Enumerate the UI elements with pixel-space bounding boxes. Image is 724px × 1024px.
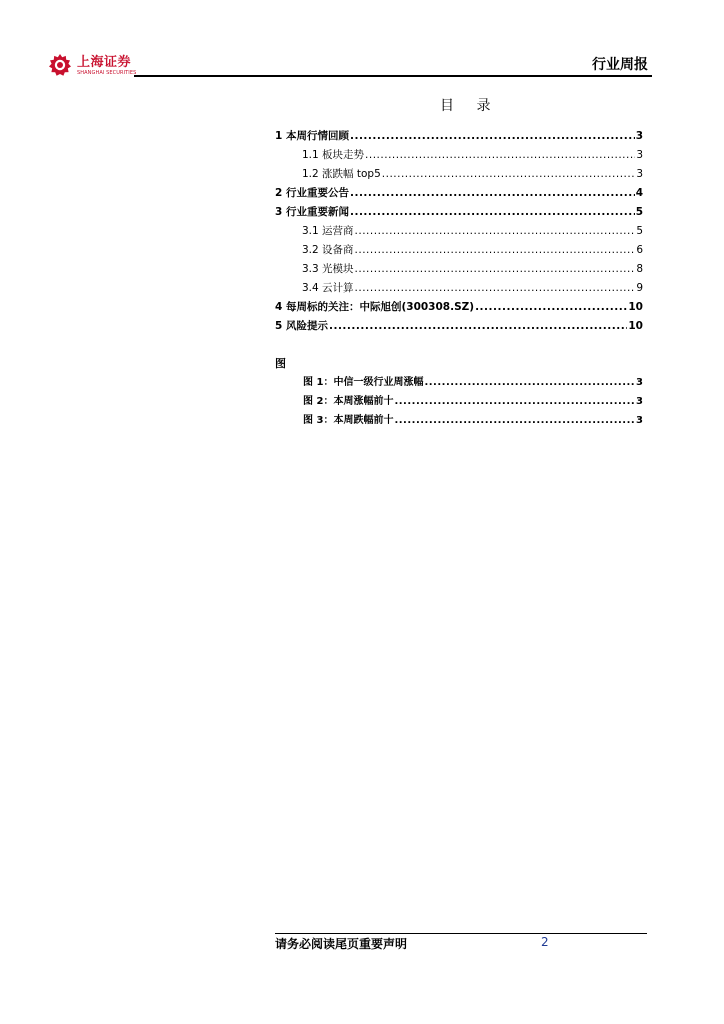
toc-leader	[394, 396, 635, 407]
toc-entry-title: 3.3 光模块	[302, 263, 354, 275]
figure-entry[interactable]	[303, 392, 643, 411]
toc-leader	[475, 301, 627, 313]
toc-entry-page: 6	[636, 244, 643, 256]
toc-leader	[382, 168, 636, 180]
disclaimer-notice: 请务必阅读尾页重要声明	[275, 937, 408, 951]
toc-entry-title: 1 本周行情回顾	[275, 130, 349, 142]
table-of-contents	[275, 128, 643, 337]
toc-leader	[365, 149, 635, 161]
toc-leader	[424, 377, 635, 388]
page-number: 2	[541, 935, 549, 949]
toc-entry-page: 3	[636, 168, 643, 180]
toc-entry-title: 4 每周标的关注：中际旭创(300308.SZ)	[275, 301, 475, 313]
toc-entry-title: 3 行业重要新闻	[275, 206, 349, 218]
toc-entry-title: 2 行业重要公告	[275, 187, 349, 199]
figure-entry-page: 3	[636, 396, 643, 407]
toc-entry-title: 3.4 云计算	[302, 282, 354, 294]
toc-entry[interactable]	[275, 242, 643, 261]
toc-entry-page: 4	[635, 187, 643, 199]
toc-entry[interactable]	[275, 280, 643, 299]
toc-entry[interactable]	[275, 147, 643, 166]
figure-entry[interactable]	[303, 373, 643, 392]
toc-entry[interactable]	[275, 318, 643, 337]
logo-chinese-name: 上海证券	[77, 54, 132, 70]
toc-entry[interactable]	[275, 261, 643, 280]
toc-leader	[394, 415, 635, 426]
toc-leader	[350, 130, 635, 142]
header-divider	[134, 75, 652, 77]
figure-entry-title: 图 2：本周涨幅前十	[303, 396, 394, 407]
toc-entry-page: 10	[628, 301, 643, 313]
figure-list-heading: 图	[275, 357, 286, 370]
toc-entry-title: 1.1 板块走势	[302, 149, 365, 161]
toc-entry[interactable]	[275, 299, 643, 318]
toc-entry[interactable]	[275, 166, 643, 185]
toc-entry-title: 3.1 运营商	[302, 225, 354, 237]
toc-entry-page: 3	[636, 149, 643, 161]
toc-leader	[355, 244, 636, 256]
toc-entry-page: 5	[636, 225, 643, 237]
company-logo	[48, 50, 136, 80]
toc-leader	[355, 263, 636, 275]
footer-divider	[275, 933, 647, 934]
toc-leader	[355, 282, 636, 294]
toc-entry-page: 8	[636, 263, 643, 275]
logo-emblem-icon	[48, 53, 72, 77]
figure-list	[303, 373, 643, 430]
toc-leader	[350, 206, 635, 218]
toc-title: 目 录	[440, 98, 500, 114]
logo-english-name: SHANGHAI SECURITIES	[77, 69, 137, 76]
report-type-label: 行业周报	[592, 57, 648, 73]
toc-entry-page: 5	[635, 206, 643, 218]
toc-entry-title: 3.2 设备商	[302, 244, 354, 256]
toc-leader	[355, 225, 636, 237]
figure-entry-title: 图 1：中信一级行业周涨幅	[303, 377, 424, 388]
toc-entry-page: 3	[635, 130, 643, 142]
toc-entry[interactable]	[275, 185, 643, 204]
toc-entry-title: 1.2 涨跌幅 top5	[302, 168, 381, 180]
toc-entry[interactable]	[275, 128, 643, 147]
page-header	[48, 50, 652, 80]
figure-entry-title: 图 3：本周跌幅前十	[303, 415, 394, 426]
figure-entry-page: 3	[636, 415, 643, 426]
toc-leader	[350, 187, 635, 199]
toc-leader	[329, 320, 627, 332]
toc-entry[interactable]	[275, 204, 643, 223]
toc-entry-page: 10	[628, 320, 643, 332]
toc-entry[interactable]	[275, 223, 643, 242]
figure-entry-page: 3	[636, 377, 643, 388]
figure-entry[interactable]	[303, 411, 643, 430]
toc-entry-title: 5 风险提示	[275, 320, 328, 332]
toc-entry-page: 9	[636, 282, 643, 294]
